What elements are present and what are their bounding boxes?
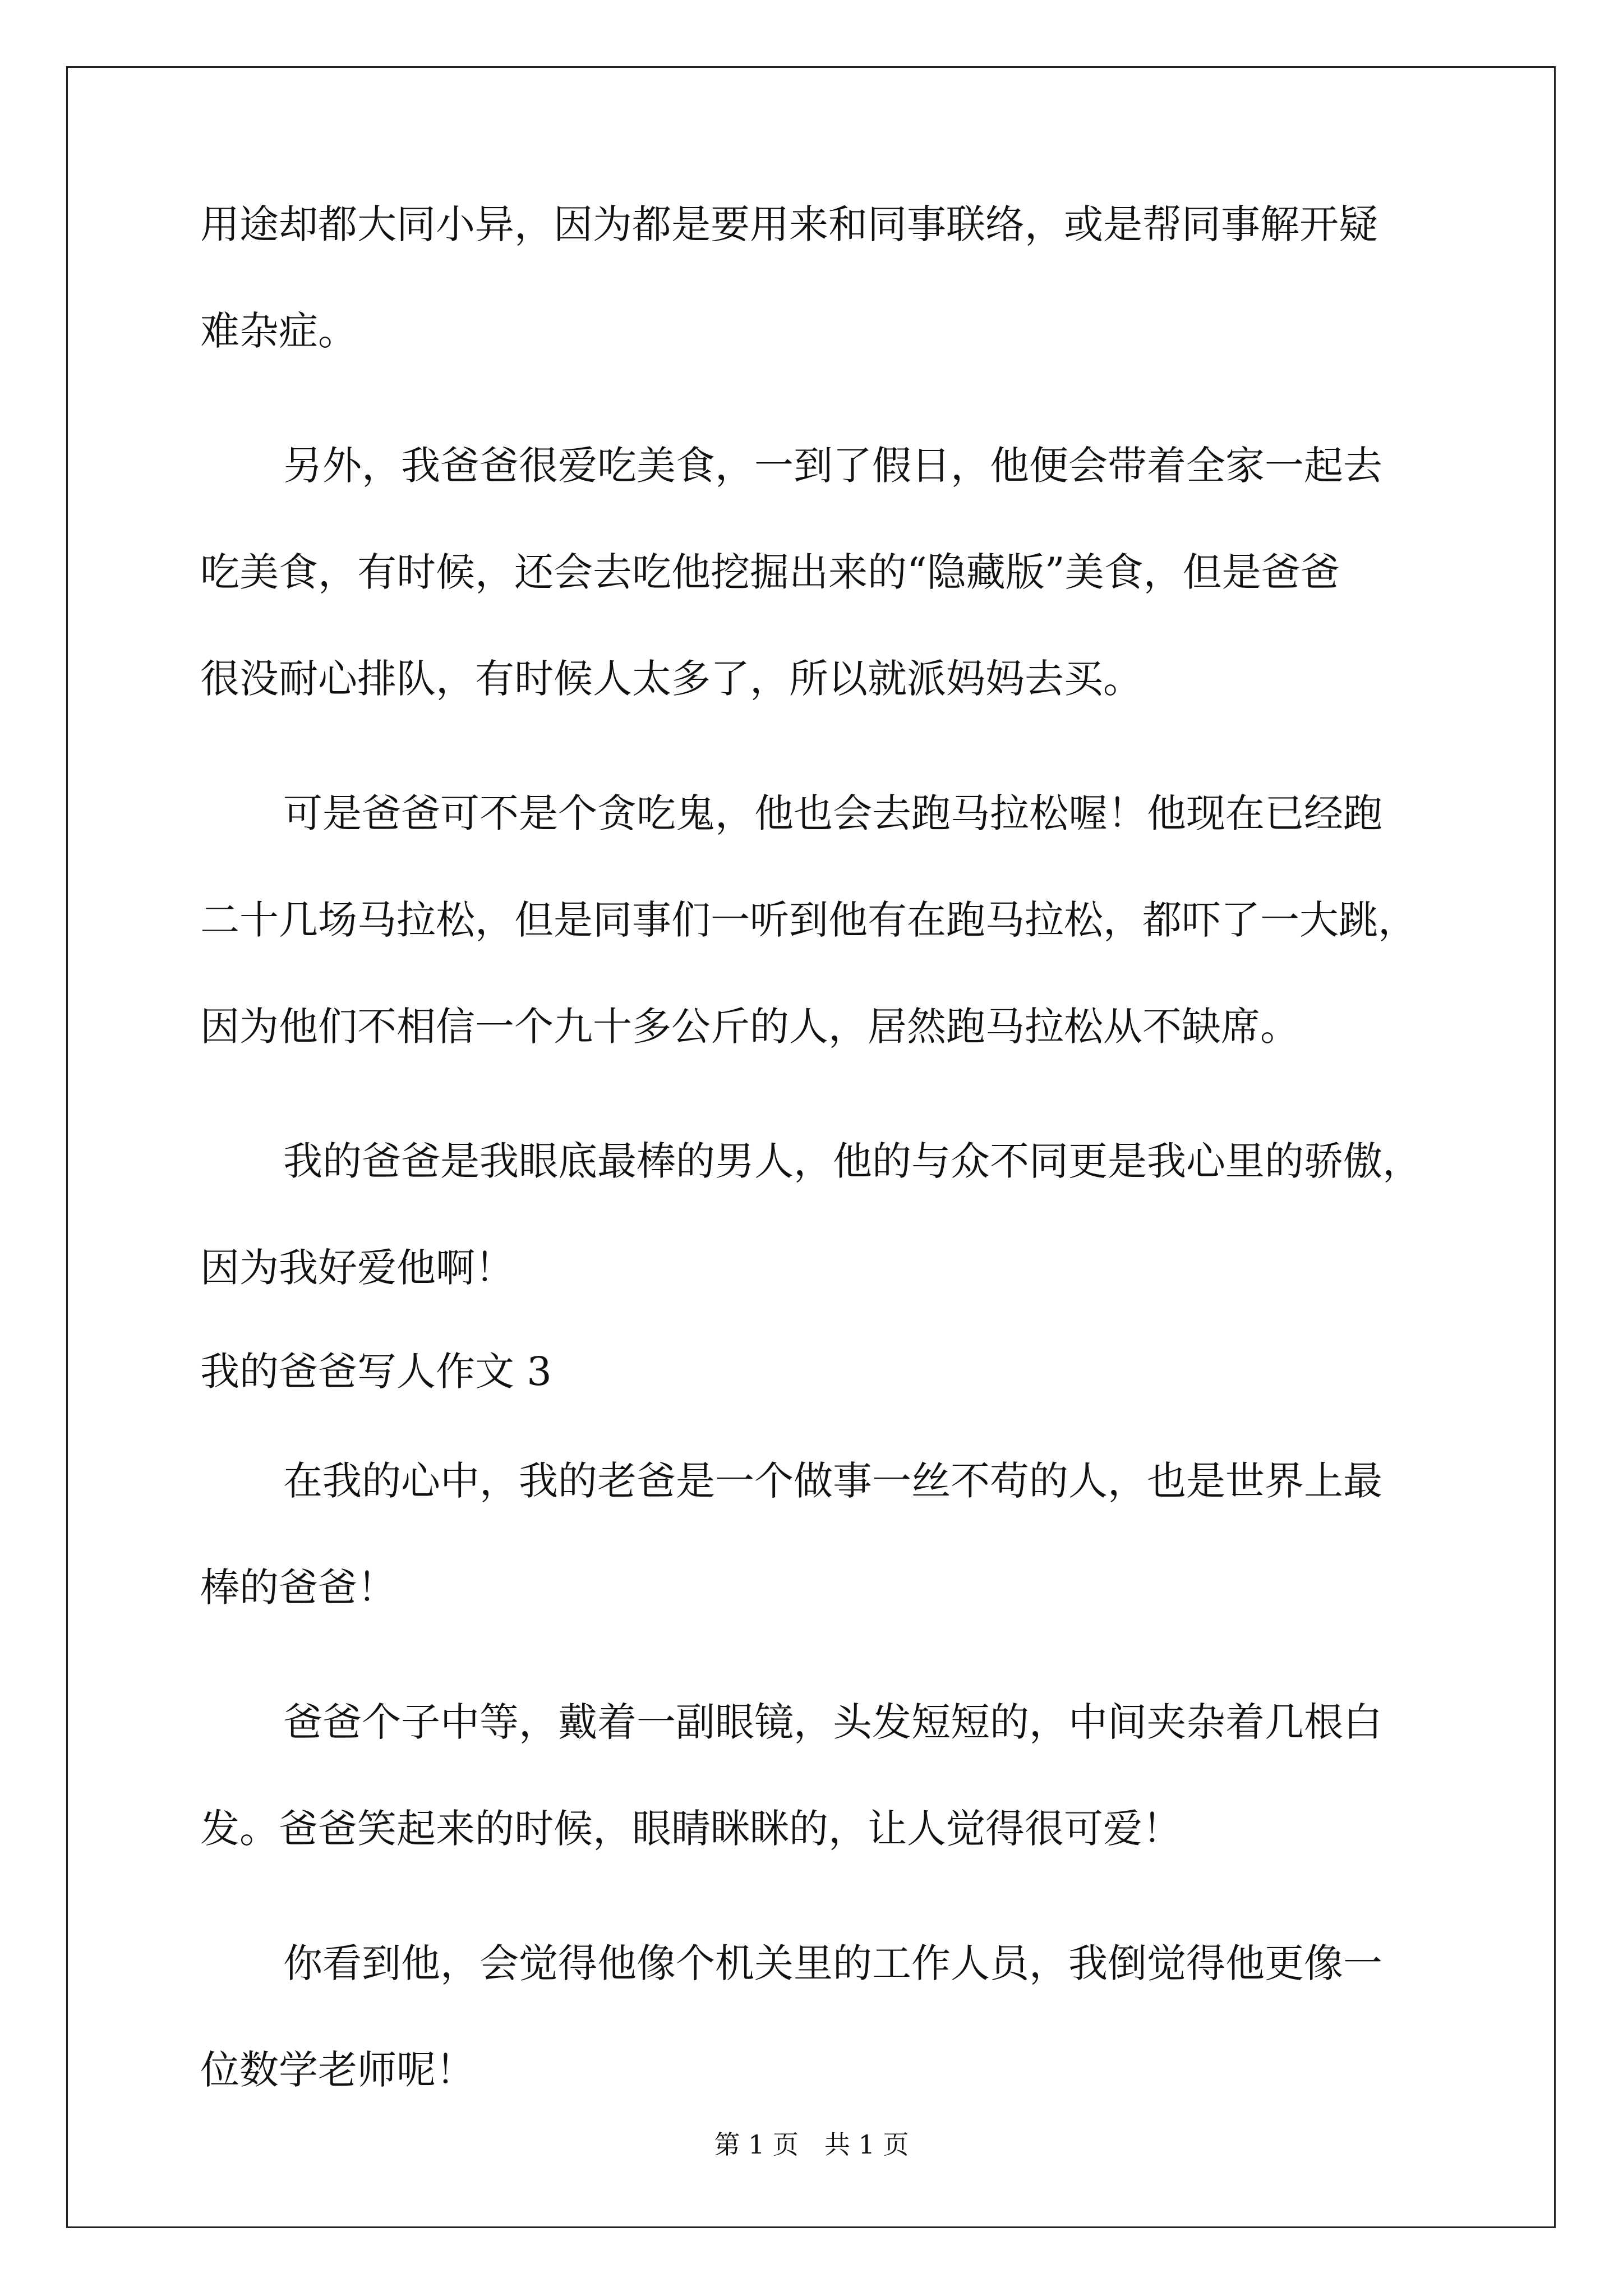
paragraph-line: 用途却都大同小异，因为都是要用来和同事联络，或是帮同事解开疑 [200,201,1378,247]
section-heading: 我的爸爸写人作文 3 [200,1349,552,1395]
paragraph-line: 爸爸个子中等，戴着一副眼镜，头发短短的，中间夹杂着几根白 [283,1699,1382,1745]
paragraph-line: 很没耐心排队，有时候人太多了，所以就派妈妈去买。 [200,656,1142,702]
paragraph-line: 位数学老师呢！ [200,2047,475,2093]
paragraph-line: 棒的爸爸！ [200,1565,396,1611]
paragraph-line: 二十几场马拉松，但是同事们一听到他有在跑马拉松，都吓了一大跳， [200,897,1417,943]
paragraph-line: 难杂症。 [200,308,357,354]
page-number-current: 第 1 页 [714,2129,799,2160]
paragraph-line: 吃美食，有时候，还会去吃他挖掘出来的“隐藏版”美食，但是爸爸 [200,549,1340,595]
page-number-total: 共 1 页 [824,2129,909,2160]
paragraph-line: 你看到他，会觉得他像个机关里的工作人员，我倒觉得他更像一 [283,1940,1382,1986]
paragraph-line: 发。爸爸笑起来的时候，眼睛眯眯的，让人觉得很可爱！ [200,1806,1182,1852]
paragraph-line: 因为我好爱他啊！ [200,1245,514,1291]
paragraph-line: 因为他们不相信一个九十多公斤的人，居然跑马拉松从不缺席。 [200,1004,1299,1050]
paragraph-line: 可是爸爸可不是个贪吃鬼，他也会去跑马拉松喔！他现在已经跑 [283,790,1382,836]
paragraph-line: 另外，我爸爸很爱吃美食，一到了假日，他便会带着全家一起去 [283,443,1382,489]
paragraph-line: 我的爸爸是我眼底最棒的男人，他的与众不同更是我心里的骄傲， [283,1138,1422,1184]
paragraph-line: 在我的心中，我的老爸是一个做事一丝不苟的人，也是世界上最 [283,1458,1382,1504]
page-footer [0,2129,1623,2160]
